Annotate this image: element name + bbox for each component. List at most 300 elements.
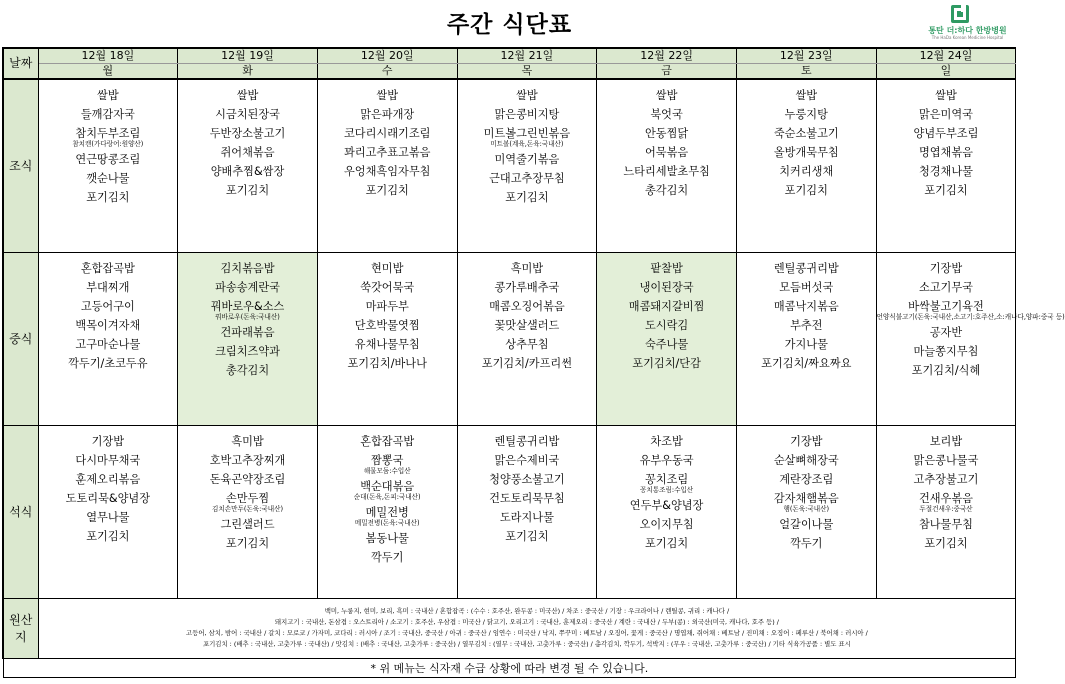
menu-item-name: 흑미밥 [510,261,544,275]
menu-item-name: 포기김치/카프리썬 [481,356,573,370]
menu-item [877,449,1016,468]
menu-item [39,352,178,371]
menu-item [39,314,178,333]
menu-item [877,276,1016,295]
dinner-day-cell [457,425,597,598]
menu-item-name: 미역줄기볶음 [494,153,560,166]
menu-item [39,506,178,525]
menu-item [877,103,1016,122]
menu-item-name: 혼합잡곡밥 [360,434,415,448]
menu-item-name: 쌀밥 [516,89,538,102]
menu-item [178,487,317,513]
menu-item [597,494,736,513]
menu-item-name: 쌀밥 [97,89,119,102]
menu-item-name: 쌀밥 [236,89,259,102]
menu-item [458,103,597,122]
menu-item-name: 포기김치 [505,529,549,543]
menu-item [877,532,1016,551]
menu-item [178,359,317,378]
menu-item-origin: 언양식불고기(돈육:국내산,소고기:호주산,소:캐나다,양파:중국 등) [876,312,1065,321]
menu-item-name: 건도토리묵무침 [489,491,565,505]
menu-item-name: 미트볼그린빈볶음 [483,127,571,140]
menu-item-name: 모듬버섯국 [779,280,834,294]
menu-item [737,314,876,333]
menu-item [597,257,736,276]
menu-item-name: 시금치된장국 [215,108,280,121]
menu-item [458,84,597,103]
menu-item-name: 두반장소불고기 [209,127,286,140]
menu-item-name: 청양풍소불고기 [489,472,565,486]
menu-item-name: 양념두부조림 [913,127,979,140]
menu-item [318,527,457,546]
menu-item-name: 고구마순나물 [75,337,141,351]
menu-item-name: 부대찌개 [86,280,130,294]
menu-item [39,430,178,449]
menu-item [877,160,1016,179]
day-weekday: 월 [38,63,178,79]
menu-item [39,276,178,295]
menu-item-name: 맑은수제비국 [494,453,560,467]
menu-item [178,513,317,532]
menu-item [597,103,736,122]
menu-item [458,314,597,333]
menu-item-name: 혼합잡곡밥 [80,261,135,275]
menu-item [39,525,178,544]
menu-item [597,276,736,295]
menu-item [737,449,876,468]
menu-item-name: 코다리시래기조림 [343,127,431,140]
menu-item [877,84,1016,103]
menu-item [597,84,736,103]
logo-name: 통탄 더:하다 한방병원 [928,26,1007,35]
lunch-day-cell [876,252,1065,425]
menu-item-name: 꽁치조림 [644,472,689,486]
menu-item-name: 매콤낙지볶음 [773,299,839,313]
logo-icon [951,5,969,23]
menu-item [877,340,1016,359]
menu-item [877,122,1016,141]
menu-item-origin: 꽁치통조림:수입산 [640,485,694,494]
menu-item-name: 기장밥 [790,434,823,448]
menu-item-name: 어묵볶음 [644,146,689,159]
menu-item [737,487,876,513]
menu-item-name: 포기김치 [86,529,130,543]
menu-item-name: 가지나물 [784,337,828,351]
origin-line: 백미, 누룽지, 현미, 보리, 흑미 : 국내산 / 혼합잡곡 : (수수 : 호주산, 완두콩 : 미국산) / 차조 : 중국산 / 기장 : 우크라이나 / 렌틸콩, 귀리 : 캐나다 / [324,607,730,615]
menu-item [737,295,876,314]
menu-item [178,122,317,141]
menu-item [39,103,178,122]
menu-item-name: 유채나물무침 [354,337,420,351]
menu-item-name: 총각김치 [225,363,270,377]
menu-item [458,186,597,205]
day-date: 12월 20일 [317,48,457,63]
menu-item-name: 청경채나물 [918,165,973,178]
menu-item-name: 크림치즈약과 [215,344,280,358]
menu-item-name: 누룽지탕 [784,108,828,121]
menu-item-name: 포기김치 [924,536,968,550]
menu-item-name: 보리밥 [929,434,963,448]
meal-row-breakfast [3,79,1016,252]
menu-item-name: 마늘쫑지무침 [913,344,979,358]
menu-item [178,179,317,198]
hospital-logo [920,4,1015,40]
menu-item [458,333,597,352]
menu-item-name: 쌀밥 [795,89,818,102]
menu-item-name: 유부우동국 [639,453,694,467]
day-date: 12월 19일 [178,48,318,63]
day-date: 12월 21일 [457,48,597,63]
menu-item [39,122,178,148]
menu-item-name: 상추무침 [505,337,549,351]
menu-item [39,257,178,276]
menu-item-name: 포기김치 [225,536,270,550]
menu-item [458,122,597,148]
menu-item [458,257,597,276]
menu-item-origin: 순대(돈육,돈피:국내산) [353,492,421,501]
menu-item-origin: 햄(돈육:국내산) [783,504,830,513]
menu-item [737,276,876,295]
menu-item-name: 기장밥 [929,261,963,275]
menu-item-origin: 두절건새우:중국산 [919,504,973,513]
lunch-day-cell [736,252,876,425]
menu-item [737,257,876,276]
menu-item-name: 차조밥 [650,434,683,448]
menu-item [597,513,736,532]
menu-item [737,352,876,371]
menu-item-name: 렌틸콩귀리밥 [773,261,839,275]
menu-item [597,430,736,449]
menu-item [597,449,736,468]
menu-item [597,352,736,371]
menu-item-name: 우엉채흑임자무침 [343,165,431,178]
menu-item-name: 도시락김 [644,318,689,332]
menu-item-name: 깍두기 [790,536,823,550]
menu-item [178,160,317,179]
dinner-day-cell [876,425,1016,598]
menu-item [737,179,876,198]
menu-item [318,501,457,527]
menu-item [458,487,597,506]
origin-line: 고등어, 삼치, 밤어 : 국내산 / 갈치 : 모로코 / 가자미, 코다리 : 러시아 / 조기 : 국내산, 중국산 / 아귀 : 중국산 / 임연수 : 미국산 / 낙지, 쭈꾸미 : 베트남 / 오징어, 꽃게 : 중국산 / 명엽채, 쥐어채 : 베트남 / 진미채 : 오징어 : 페루산 / 북어채 : 러시아 / [186,629,868,637]
menu-item-name: 콩가루배추국 [494,280,560,294]
menu-item-name: 부추전 [790,318,823,332]
menu-item-name: 마파두부 [365,299,409,313]
menu-item [318,276,457,295]
menu-item [458,506,597,525]
menu-item-name: 참나물무침 [918,517,973,531]
dinner-day-cell [317,425,457,598]
menu-item-name: 포기김치 [365,184,409,197]
menu-item-name: 깍두기 [371,550,404,564]
menu-item [318,546,457,565]
menu-item-name: 맑은콩비지탕 [494,108,560,121]
menu-item [178,449,317,468]
menu-item-name: 팥찰밥 [650,261,683,275]
day-weekday: 금 [597,63,737,79]
menu-item-name: 치커리생채 [779,165,834,178]
menu-item-name: 백순대볶음 [360,479,415,493]
menu-item-name: 연근땅콩조림 [75,153,141,166]
menu-item-name: 열무나물 [86,510,130,524]
menu-item-name: 공자반 [929,325,963,339]
menu-item-name: 김치볶음밥 [220,261,275,275]
day-date: 12월 24일 [876,48,1016,63]
menu-item-name: 매콤돼지갈비찜 [628,299,705,313]
menu-item-name: 죽순소불고기 [773,127,839,140]
menu-item-name: 쑥갓어묵국 [360,280,415,294]
menu-item-name: 올방개묵무침 [773,146,839,159]
menu-item [39,186,178,205]
menu-item [458,167,597,186]
menu-item-name: 포기김치 [505,191,549,204]
menu-item-name: 포기김치 [784,184,828,197]
menu-item-name: 단호박물엿찜 [354,318,420,332]
menu-item [597,122,736,141]
dinner-label: 석식 [3,425,38,598]
menu-item [737,513,876,532]
menu-item [178,141,317,160]
menu-item-name: 호박고추장찌개 [209,453,286,467]
menu-item [877,179,1016,198]
menu-item [458,276,597,295]
menu-item-name: 손만두찜 [225,491,270,505]
dinner-day-cell [597,425,737,598]
date-row [3,48,1016,63]
menu-item [39,449,178,468]
menu-item-name: 도토리묵&양념장 [65,491,151,505]
menu-item-name: 소고기무국 [918,280,973,294]
menu-item [39,487,178,506]
menu-item [597,333,736,352]
meal-row-lunch [3,252,1016,425]
origin-row [3,598,1016,658]
menu-item [597,532,736,551]
lunch-day-cell [178,252,318,425]
menu-item-name: 메밀전병 [365,505,409,519]
menu-item [597,141,736,160]
breakfast-day-cell [38,79,178,252]
menu-item-origin: 해물모둠:수입산 [363,466,411,475]
menu-item [178,468,317,487]
menu-item-name: 맑은파개장 [360,108,415,121]
day-weekday: 수 [317,63,457,79]
menu-item-name: 오이지무침 [639,517,694,531]
lunch-day-cell [457,252,597,425]
origin-line: 포기김치 : (배추 : 국내산, 고춧가루 : 국내산) / 맛김치 : (배추 : 국내산, 고춧가루 : 중국산) / 열무김치 : (열무 : 국내산, 고춧가루 : 중국산) / 총각김치, 깍두기, 석박지 : (무우 : 국내산, 고춧가루 : 중국산) / 기타 식육가공품 : 별도 표시 [202,640,851,648]
menu-item [178,295,317,321]
menu-item [737,430,876,449]
menu-item-name: 돈육곤약장조림 [209,472,286,486]
menu-item-name: 참치두부조림 [75,127,141,140]
menu-item-name: 건파래볶음 [220,325,275,339]
lunch-day-cell [38,252,178,425]
menu-item-name: 맑은미역국 [918,108,973,121]
menu-item-name: 깍두기/초코두유 [68,356,148,370]
menu-item [318,257,457,276]
menu-item [178,257,317,276]
menu-item [876,295,1065,321]
menu-item [39,167,178,186]
menu-item [737,333,876,352]
menu-item [737,103,876,122]
menu-item [597,160,736,179]
menu-item [458,148,597,167]
menu-item-origin: 메밀전병(돈육:국내산) [354,518,420,527]
menu-item [877,321,1016,340]
menu-item-name: 고등어구이 [80,299,135,313]
menu-item-name: 흑미밥 [231,434,264,448]
menu-item [877,257,1016,276]
menu-item [178,84,317,103]
menu-item [877,487,1016,513]
lunch-label: 중식 [3,252,38,425]
menu-item-name: 안동찜닭 [644,127,689,140]
menu-item [877,141,1016,160]
menu-item [318,314,457,333]
menu-item [178,276,317,295]
menu-item-name: 쌀밥 [376,89,399,102]
menu-item [39,148,178,167]
menu-item-name: 총각김치 [644,184,689,197]
menu-item-name: 포기김치/바나나 [347,356,427,370]
menu-item-name: 꽈리고추표고볶음 [343,146,431,159]
menu-item-name: 포기김치/단감 [632,356,701,370]
breakfast-day-cell [317,79,457,252]
menu-item [318,141,457,160]
menu-item [39,468,178,487]
menu-item [318,103,457,122]
menu-item-name: 다시마무채국 [75,453,141,467]
day-weekday: 화 [178,63,318,79]
menu-item-name: 감자채햄볶음 [773,491,839,505]
menu-item [318,352,457,371]
menu-item-name: 양배추찜&쌈장 [210,165,285,178]
menu-item [178,103,317,122]
menu-item-name: 도라지나물 [499,510,554,524]
menu-item-name: 쥐어채볶음 [220,146,275,159]
menu-item-origin: 김치손만두(돈육:국내산) [212,504,284,513]
menu-item [597,295,736,314]
menu-item [737,468,876,487]
weekday-row [3,63,1016,79]
menu-item [737,141,876,160]
menu-item [597,179,736,198]
menu-item-name: 꽃맛살샐러드 [494,318,560,332]
menu-item [178,430,317,449]
menu-item-name: 포기김치 [924,184,968,197]
menu-item [318,449,457,475]
breakfast-day-cell [597,79,737,252]
menu-item [178,321,317,340]
date-label: 날짜 [3,48,38,79]
menu-item-name: 쌀밥 [935,89,957,102]
menu-item-name: 고추장불고기 [913,472,979,486]
menu-item-name: 파송송계란국 [215,280,280,294]
menu-item-name: 순살뼈해장국 [773,453,839,467]
menu-item [597,314,736,333]
dinner-day-cell [38,425,178,598]
day-weekday: 일 [876,63,1016,79]
menu-item [458,295,597,314]
origin-info [38,598,1016,658]
menu-item-name: 현미밥 [371,261,404,275]
menu-item [318,333,457,352]
day-weekday: 목 [457,63,597,79]
lunch-day-cell [317,252,457,425]
menu-item-name: 계란장조림 [779,472,834,486]
menu-item [737,84,876,103]
origin-label: 원산지 [3,598,38,658]
menu-item-name: 훈제오리볶음 [75,472,141,486]
breakfast-label: 조식 [3,79,38,252]
menu-item [318,295,457,314]
menu-item-name: 명엽채볶음 [918,146,973,159]
menu-item-name: 기장밥 [91,434,125,448]
meal-row-dinner [3,425,1016,598]
page-title: 주간 식단표 [446,12,573,38]
menu-item-name: 느타리세발초무침 [623,165,710,178]
menu-item-name: 포기김치/식혜 [911,363,981,377]
menu-item-name: 들깨감자국 [80,108,135,121]
menu-item [877,513,1016,532]
menu-item [458,525,597,544]
menu-item [318,179,457,198]
menu-item-name: 포기김치 [86,191,130,204]
menu-item-name: 연두부&양념장 [629,498,704,512]
menu-item-origin: 꿔바로우(돈육:국내산) [215,312,280,321]
breakfast-day-cell [736,79,876,252]
menu-item-name: 포기김치/짜요짜요 [761,356,852,370]
menu-item-name: 숙주나물 [644,337,689,351]
menu-item-name: 건새우볶음 [918,491,973,505]
menu-item-name: 백목이겨자채 [75,318,141,332]
menu-item [877,468,1016,487]
day-weekday: 토 [736,63,876,79]
menu-item [318,84,457,103]
menu-item [737,160,876,179]
note-row [3,658,1016,677]
menu-item-name: 포기김치 [644,536,689,550]
menu-item-name: 봄동나물 [365,531,409,545]
day-date: 12월 18일 [38,48,178,63]
menu-item [318,122,457,141]
day-date: 12월 22일 [597,48,737,63]
menu-item [318,430,457,449]
menu-table [2,47,1065,678]
menu-item-name: 근대고추장무침 [489,172,565,185]
menu-item-name: 그린샐러드 [220,517,275,531]
menu-item [178,340,317,359]
menu-item [458,430,597,449]
menu-item-name: 얼갈이나물 [779,517,834,531]
day-date: 12월 23일 [736,48,876,63]
menu-item-name: 냉이된장국 [639,280,694,294]
menu-item-name: 북엇국 [650,108,683,121]
menu-change-note: * 위 메뉴는 식자재 수급 상황에 따라 변경 될 수 있습니다. [3,658,1016,677]
menu-item-name: 매콤오징어볶음 [489,299,565,313]
menu-item-origin: 참치캔(가다랑어:원양산) [72,140,144,148]
breakfast-day-cell [876,79,1016,252]
menu-item-name: 바싹불고기육전 [908,299,984,313]
origin-line: 돼지고기 : 국내산, 돈삼겹 : 오스트리아 / 소고기 : 호주산, 우삼겹 : 미국산 / 닭고기, 오리고기 : 국내산, 훈제오리 : 중국산 / 계란 : 국내산 / 두부(콩) : 외국산(미국, 캐나다, 호주 등) / [274,618,779,626]
menu-item-name: 꿔바로우&소스 [210,299,285,313]
menu-item [458,352,597,371]
menu-item [39,84,178,103]
menu-item [318,160,457,179]
menu-item-name: 렌틸콩귀리밥 [494,434,560,448]
menu-item [737,532,876,551]
